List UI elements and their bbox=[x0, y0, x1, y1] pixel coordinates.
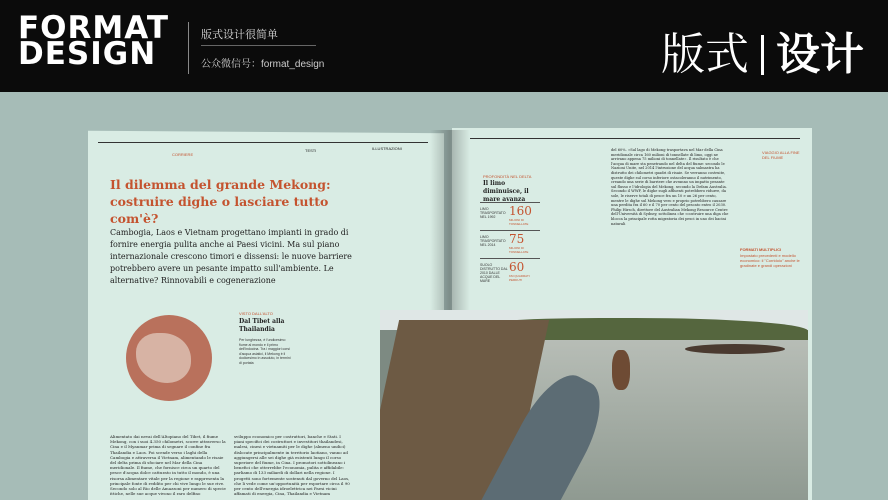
stat-value: 75 bbox=[509, 232, 525, 246]
brand-left: 版式 bbox=[661, 29, 749, 80]
body-column-1: Alimentato dai nevai dell'Altopiano del Tibet, il fiume Mekong, con i suoi 4.350 chilometri, scorre attraverso la Cina e il Myanmar prima di segnare il confine fra Thailandia e Laos. Poi scende verso i laghi della Cambogia e attraversa il Vietnam, alimentando le risaie del delta prima di sfociare nel Mar della Cina meridionale. Il fiume, che fornisce circa un quarto del pesce d'acqua dolce catturato in tutto il mondo, è una risorsa alimentare vitale per la regione e rappresenta la principale fonte di reddito per chi vive lungo le sue rive. Secondo solo al Rio delle Amazzoni per numero di specie ittiche, nelle sue acque vivono il raro delfino bbox=[110, 434, 226, 497]
stat-block bbox=[480, 258, 540, 285]
top-right-label: VIAGGIO ALLA FINE DEL FIUME bbox=[762, 150, 800, 160]
brand-right: 设计 bbox=[776, 29, 864, 80]
sidebar-kicker: VISTO DALL'ALTO bbox=[239, 311, 273, 316]
magazine-photo bbox=[0, 92, 888, 500]
stat-unit: MILIONI DI TONNELLATE bbox=[509, 218, 529, 226]
note-heading: FORMATI MULTIPLICI bbox=[740, 247, 782, 252]
body-column-2: sviluppo economico per costruttori, banche e Stati. I piani specifici dei costruttori e investitori thailandesi, malesi, cinesi e vietnamiti per le dighe (almeno undici) dislocate principalmente in territorio laotiano, vanno ad aggiungersi alle sei dighe già esistenti lungo il corso superiore del fiume, in Cina. I promotori sottolineano i benefici che otterrebbe l'economia, pulita e affidabile: parliamo di 133 miliardi di dollari nella regione. I progetti sono fortemente sostenuti dal governo del Laos, che li vede come un'opportunità per esportare circa il 90 per cento dell'energia idroelettrica nei Paesi vicini affamati di energia, Cina, Thailandia e Vietnam bbox=[234, 434, 350, 497]
sidebar-title: Dal Tibet alla Thailandia bbox=[239, 318, 285, 333]
stat-label: SUOLO DISTRUTTO DAL 2010 DALLE ACQUE DEL MARE bbox=[480, 263, 508, 283]
stat-value: 60 bbox=[509, 260, 525, 274]
article-title: Il dilemma del grande Mekong: costruire dighe o lasciare tutto com'è? bbox=[110, 177, 331, 226]
logo-line2: DESIGN bbox=[18, 36, 157, 72]
stat-unit: KM QUADRATI PERDUTI bbox=[509, 274, 530, 282]
top-rule bbox=[470, 138, 800, 139]
format-design-logo bbox=[18, 10, 169, 72]
right-body-text: del 60%. «Sul lago di Mekong trasportava nel Mar della Cina meridionale circa 160 milioni di tonnellate di limo, oggi ne arrivano appena 75 milioni di tonnellate». Il risultato è che l'acqua di mare sta penetrando nel delta del fiume: secondo le Nazioni Unite, nel 2014 l'intrusione del acqua salmastra ha distrutto dei chilometri quadri di risaie. Se verranno costruite, queste dighe sul corso inferiore ostacoleranno il nutrimento, creando una serie di barriere che avranno un impatto pesante sul flusso e l'idrologia del Mekong, secondo la Defam Australia. Secondo il WWF, le dighe sugli affluenti potrebbero ridurre, da sole, le riserve totali di pesce fra un 10 e un 26 per cento, mentre le dighe sul Mekong vero e proprio potrebbero causare una perdita fra il 60 e il 70 per cento del pescato entro il 2030. Philip Hirsch, direttore del Australian Mekong Resource Centre dell'Università di Sydney, sottolinea che «costruire una diga che blocca la principale rotta migratoria dei pesci in uno dei bacini naturali bbox=[611, 148, 729, 226]
stat-unit: MILIONI DI TONNELLATE bbox=[509, 246, 529, 254]
section-label: CORRIERE bbox=[172, 152, 194, 157]
map-land bbox=[136, 333, 191, 383]
stat-block bbox=[480, 202, 540, 229]
right-heading: Il limo diminuisce, il mare avanza bbox=[483, 180, 529, 203]
globe-map-illustration bbox=[126, 315, 212, 401]
sidebar-text: Per lunghezza, è l'undicesimo fiume al mondo e il primo dell'Indocina. Tra i maggiori corsi d'acqua asiatici, il Mekong è il dodicesimo in assoluto, in termini di portata bbox=[239, 338, 291, 365]
stat-value: 160 bbox=[509, 204, 532, 218]
illustration-label: ILLUSTRAZIONI bbox=[372, 146, 402, 151]
photo-distant-boat bbox=[685, 344, 785, 354]
top-rule bbox=[98, 142, 428, 143]
stat-label: LIMO TRASPORTATO NEL 1992 bbox=[480, 207, 506, 219]
logo-line1: FORMAT bbox=[18, 10, 169, 46]
divider bbox=[201, 45, 316, 46]
photo-person bbox=[612, 350, 630, 390]
stat-block bbox=[480, 230, 540, 257]
article-lead: Cambogia, Laos e Vietnam progettano impianti in grado di fornire energia pulita anche ai Paesi vicini. Ma sul piano internazionale crescono timori e dissensi: le nuove barriere potrebbero avere un pesante impatto sull'ambiente. Le alternative? Rinnovabili e cogenerazione bbox=[110, 228, 352, 285]
wechat-id: 公众微信号：format_design bbox=[201, 59, 325, 70]
brand-title bbox=[661, 18, 864, 82]
brand-separator bbox=[761, 35, 764, 75]
river-boat-photo bbox=[380, 310, 808, 500]
divider bbox=[188, 22, 189, 74]
text-label: TESTI bbox=[305, 148, 317, 153]
stat-label: LIMO TRASPORTATO NEL 2014 bbox=[480, 235, 506, 247]
header-bar bbox=[0, 0, 888, 92]
tagline: 版式设计很简单 bbox=[201, 29, 278, 41]
note-text: Impostato precedenti e modello economico: il "Corridoio" anche le gradinate e grandi operazioni bbox=[740, 253, 800, 268]
right-kicker: PROFONDITÀ NEL DELTA bbox=[483, 174, 532, 179]
